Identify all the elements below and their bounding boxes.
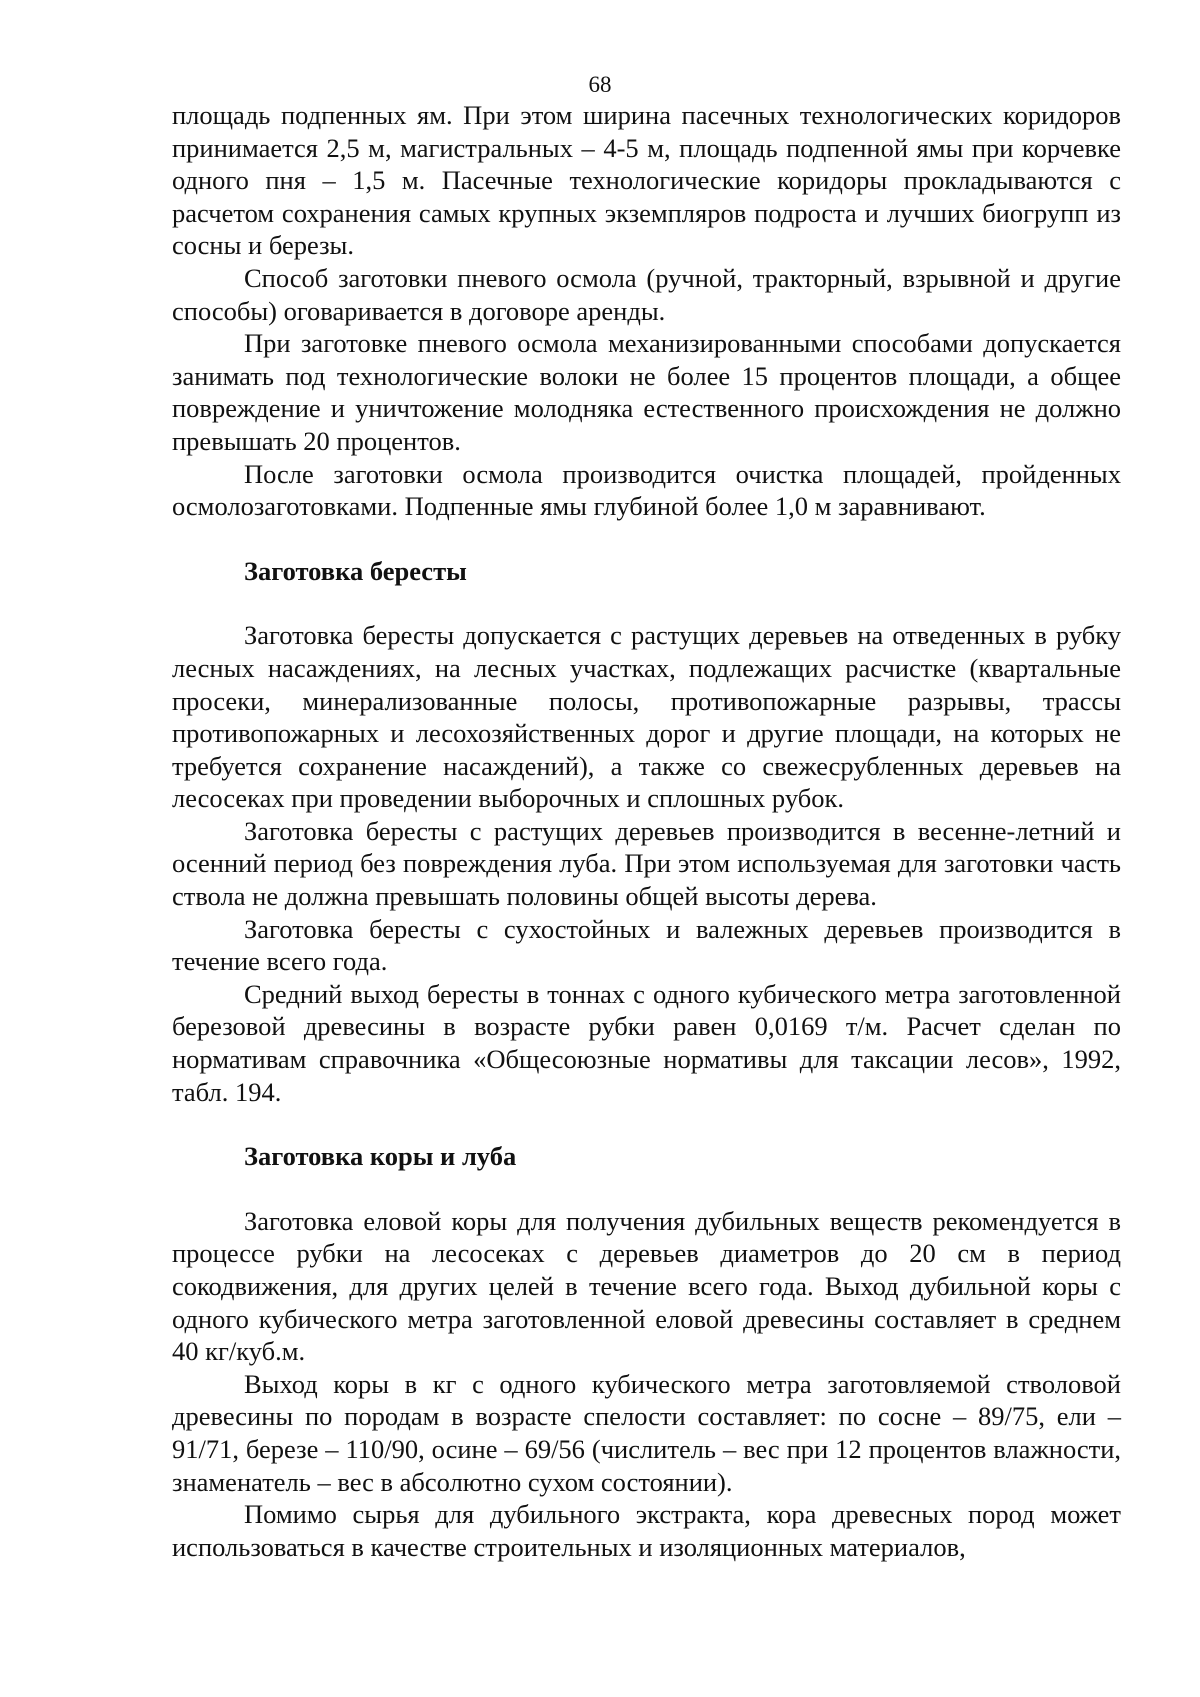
spacer <box>172 1108 1121 1140</box>
section-heading-birch-bark: Заготовка бересты <box>244 555 467 586</box>
paragraph-bark-yield-by-species: Выход коры в кг с одного кубического метра заготовляемой стволовой древесины по породам в возрасте спелости составляет: по сосне – 89/75, ели – 91/71, березе – 110/90, осине – 69/56 (числитель – вес при 12 процентов влажности, знаменатель – вес в абсолютно сухом состоянии). <box>172 1368 1121 1497</box>
page-number: 68 <box>588 72 612 97</box>
document-body <box>172 99 1121 1563</box>
paragraph-birch-bark-allowed: Заготовка бересты допускается с растущих деревьев на отведенных в рубку лесных насаждениях, на лесных участках, подлежащих расчистке (квартальные просеки, минерализованные полосы, противопожарные разрывы, трассы противопожарных и лесохозяйственных дорог и другие площади, на которых не требуется сохранение насаждений), а также со свежесрубленных деревьев на лесосеках при проведении выборочных и сплошных рубок. <box>172 620 1121 814</box>
spacer <box>172 587 1121 619</box>
paragraph-resin-method: Способ заготовки пневого осмола (ручной, тракторный, взрывной и другие способы) оговаривается в договоре аренды. <box>172 262 1121 326</box>
paragraph-birch-bark-yield: Средний выход бересты в тоннах с одного кубического метра заготовленной березовой древесины в возрасте рубки равен 0,0169 т/м. Расчет сделан по нормативам справочника «Общесоюзные нормативы для таксации лесов», 1992, табл. 194. <box>172 978 1121 1107</box>
section-heading-bark-bast: Заготовка коры и луба <box>244 1141 517 1172</box>
spacer <box>172 1173 1121 1205</box>
paragraph-birch-bark-deadwood: Заготовка бересты с сухостойных и валежных деревьев производится в течение всего года. <box>172 913 1121 977</box>
paragraph-continued: площадь подпенных ям. При этом ширина пасечных технологических коридоров принимается 2,5 м, магистральных – 4-5 м, площадь подпенной ямы при корчевке одного пня – 1,5 м. Пасечные технологические коридоры прокладываются с расчетом сохранения самых крупных экземпляров подроста и лучших биогрупп из сосны и березы. <box>172 100 1121 261</box>
paragraph-spruce-bark: Заготовка еловой коры для получения дубильных веществ рекомендуется в процессе рубки на лесосеках с деревьев диаметров до 20 см в период сокодвижения, для других целей в течение всего года. Выход дубильной коры с одного кубического метра заготовленной еловой древесины составляет в среднем 40 кг/куб.м. <box>172 1205 1121 1367</box>
spacer <box>172 523 1121 555</box>
paragraph-mechanized-harvest: При заготовке пневого осмола механизированными способами допускается занимать под технологические волоки не более 15 процентов площади, а общее повреждение и уничтожение молодняка естественного происхождения не должно превышать 20 процентов. <box>172 328 1121 456</box>
paragraph-bark-other-uses: Помимо сырья для дубильного экстракта, кора древесных пород может использоваться в качестве строительных и изоляционных материалов, <box>172 1499 1121 1562</box>
paragraph-birch-bark-season: Заготовка бересты с растущих деревьев производится в весенне-летний и осенний период без повреждения луба. При этом используемая для заготовки часть ствола не должна превышать половины общей высоты дерева. <box>172 815 1121 912</box>
paragraph-site-cleanup: После заготовки осмола производится очистка площадей, пройденных осмолозаготовками. Подпенные ямы глубиной более 1,0 м заравнивают. <box>172 458 1121 522</box>
